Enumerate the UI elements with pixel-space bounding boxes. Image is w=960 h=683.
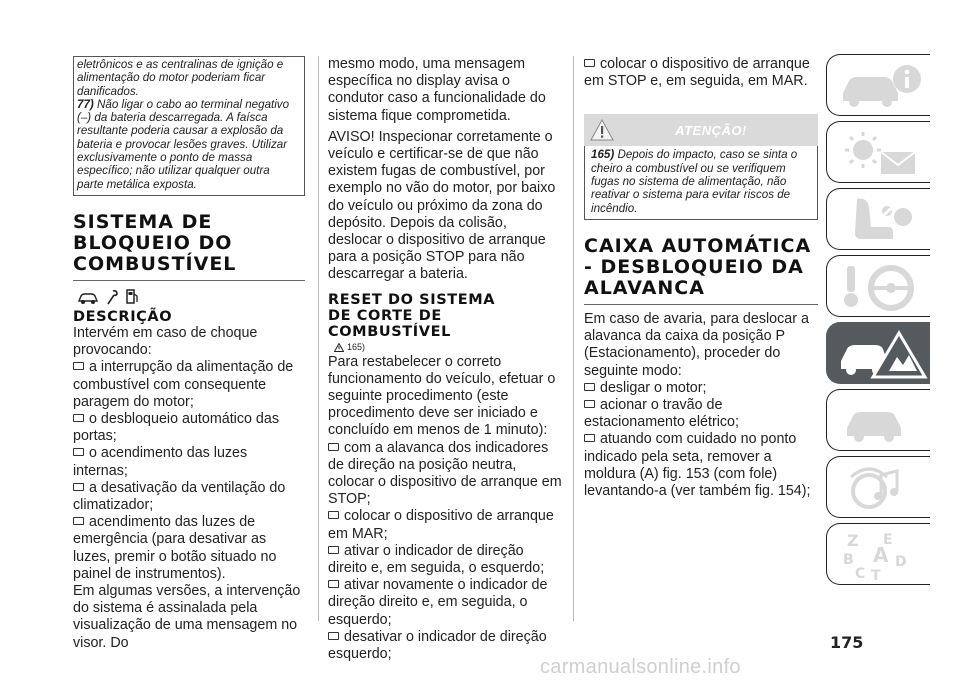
warning-triangle-icon: [590, 119, 614, 141]
multimedia-icon: [837, 461, 929, 515]
bullet-box-icon: [584, 400, 595, 408]
seat-airbag-icon: [837, 193, 929, 247]
tab-index[interactable]: [826, 523, 930, 585]
index-letter: D: [895, 554, 907, 570]
procedure-intro: Para restabelecer o correto funcionamento do veículo, efetuar o seguinte procedimento (este procedimento deve ser iniciado e concluído em menos de 1 minuto):: [328, 353, 556, 439]
bullet-box-icon: [328, 443, 339, 451]
subtitle-reset: RESET DO SISTEMA DE CORTE DE COMBUSTÍVEL: [328, 291, 496, 340]
bullet-box-icon: [328, 546, 339, 554]
warning-triangle-icon: [334, 343, 344, 352]
car-crash-warning-icon: [837, 327, 929, 381]
bullet-box-icon: [584, 383, 595, 391]
key-steering-icon: [837, 260, 929, 314]
index-letter: A: [873, 543, 889, 567]
attention-header: [584, 114, 818, 146]
tools-icon: [105, 289, 119, 305]
list-item: o desbloqueio automático das portas;: [73, 410, 279, 445]
page-number: 175: [830, 633, 864, 652]
watermark: carmanualsonline.info: [540, 656, 741, 678]
warning-continuation: eletrônicos e as centralinas de ignição e alimentação do motor poderiam ficar danificados.: [77, 58, 284, 98]
list-item: atuando com cuidado no ponto indicado pela seta, remover a moldura (A) fig. 153 (com fole) levantando-a (ver também fig. 154);: [584, 431, 811, 499]
column-3: [584, 56, 818, 500]
list-item: colocar o dispositivo de arranque em STOP e, em seguida, em MAR.: [584, 56, 810, 90]
bullet-box-icon: [584, 434, 595, 442]
column-divider: [573, 56, 574, 621]
attention-title: ATENÇÃO!: [675, 122, 747, 138]
section-rule: [584, 304, 818, 305]
index-letter: Z: [847, 531, 859, 550]
gearbox-paragraph: Em caso de avaria, para deslocar a alavanca da caixa da posição P (Estacionamento), proceder do seguinte modo:: [584, 310, 809, 379]
bullet-box-icon: [328, 580, 339, 588]
paragraph: mesmo modo, uma mensagem específica no display avisa o condutor caso a funcionalidade do sistema fique comprometida.: [328, 56, 546, 124]
bullet-box-icon: [584, 59, 595, 67]
list-item: colocar o dispositivo de arranque em MAR;: [328, 508, 554, 542]
attention-text: Depois do impacto, caso se sinta o cheiro a combustível ou se verifiquem fugas no sistema de alimentação, não reativar o sistema para evitar riscos de incêndio.: [591, 148, 798, 215]
column-1: [73, 56, 305, 652]
list-item: ativar novamente o indicador de direção direito e, em seguida, o esquerdo;: [328, 577, 548, 628]
index-letter: E: [883, 532, 893, 548]
index-letter: C: [855, 566, 866, 582]
tab-multimedia[interactable]: [826, 456, 930, 518]
section-rule: [73, 280, 305, 281]
bullet-box-icon: [328, 511, 339, 519]
warning-box-77: [73, 56, 305, 196]
index-letter: T: [871, 568, 881, 582]
section-title-fuel-cutoff: SISTEMA DE BLOQUEIO DO COMBUSTÍVEL: [73, 210, 237, 275]
warning-number: 77): [77, 97, 94, 111]
bullet-box-icon: [73, 483, 84, 491]
bullet-box-icon: [73, 517, 84, 525]
warning-reference: [334, 342, 562, 352]
tab-car-info[interactable]: [826, 54, 930, 116]
list-item: o acendimento das luzes internas;: [73, 445, 248, 479]
list-item: com a alavanca dos indicadores de direção na posição neutra, colocar o dispositivo de arranque em STOP;: [328, 439, 562, 508]
attention-body: [584, 146, 818, 219]
tab-lights-messages[interactable]: [826, 121, 930, 183]
index-letters-icon: [837, 528, 929, 582]
list-item: acionar o travão de estacionamento elétrico;: [584, 396, 739, 431]
bullet-box-icon: [73, 448, 84, 456]
fuel-pump-icon: [125, 288, 139, 305]
bullet-box-icon: [73, 414, 84, 422]
list-item: a interrupção da alimentação de combustível com consequente paragem do motor;: [73, 359, 294, 410]
column-2: [328, 56, 562, 663]
index-letter: B: [843, 552, 854, 568]
intro-paragraph: Intervém em caso de choque provocando:: [73, 324, 258, 359]
list-item: acendimento das luzes de emergência (para desativar as luzes, premir o botão situado no painel de instrumentos).: [73, 514, 277, 582]
tab-emergency[interactable]: [826, 322, 930, 384]
list-item: desligar o motor;: [584, 380, 818, 397]
warning-text: Não ligar o cabo ao terminal negativo (–) da bateria descarregada. A faísca resultante poderia causar a explosão da bateria e provocar lesões graves. Utilizar exclusivamente o ponto de massa específico; não utilizar qualquer outra parte metálica exposta.: [77, 97, 290, 191]
bullet-box-icon: [328, 632, 339, 640]
bullet-box-icon: [73, 362, 84, 370]
tab-safety[interactable]: [826, 188, 930, 250]
lights-message-icon: [837, 126, 929, 180]
info-icons: [77, 287, 305, 305]
chapter-tabs: [826, 54, 930, 590]
reference-number: 165): [347, 341, 366, 352]
car-service-icon: [837, 394, 929, 448]
notice-paragraph: AVISO! Inspecionar corretamente o veículo e certificar-se de que não existem fugas de combustível, por exemplo no vão do motor, por baixo do veículo ou próximo da zona do depósito. Depois da colisão, deslocar o dispositivo de arranque para a posição STOP para não descarregar a bateria.: [328, 128, 556, 283]
list-item: desativar o indicador de direção esquerdo;: [328, 628, 547, 663]
attention-number: 165): [591, 148, 615, 162]
section-title-gearbox: CAIXA AUTOMÁTICA - DESBLOQUEIO DA ALAVANCA: [584, 234, 812, 299]
car-info-icon: [837, 59, 929, 113]
subheading-description: DESCRIÇÃO: [73, 308, 173, 325]
tab-starting-driving[interactable]: [826, 255, 930, 317]
list-item: a desativação da ventilação do climatizador;: [73, 479, 286, 513]
outro-paragraph: Em algumas versões, a intervenção do sistema é assinalada pela visualização de uma mensagem no visor. Do: [73, 583, 301, 651]
vehicle-icon: [77, 291, 99, 305]
tab-maintenance[interactable]: [826, 389, 930, 451]
list-item: ativar o indicador de direção direito e, em seguida, o esquerdo;: [328, 542, 545, 577]
column-divider: [318, 56, 319, 621]
